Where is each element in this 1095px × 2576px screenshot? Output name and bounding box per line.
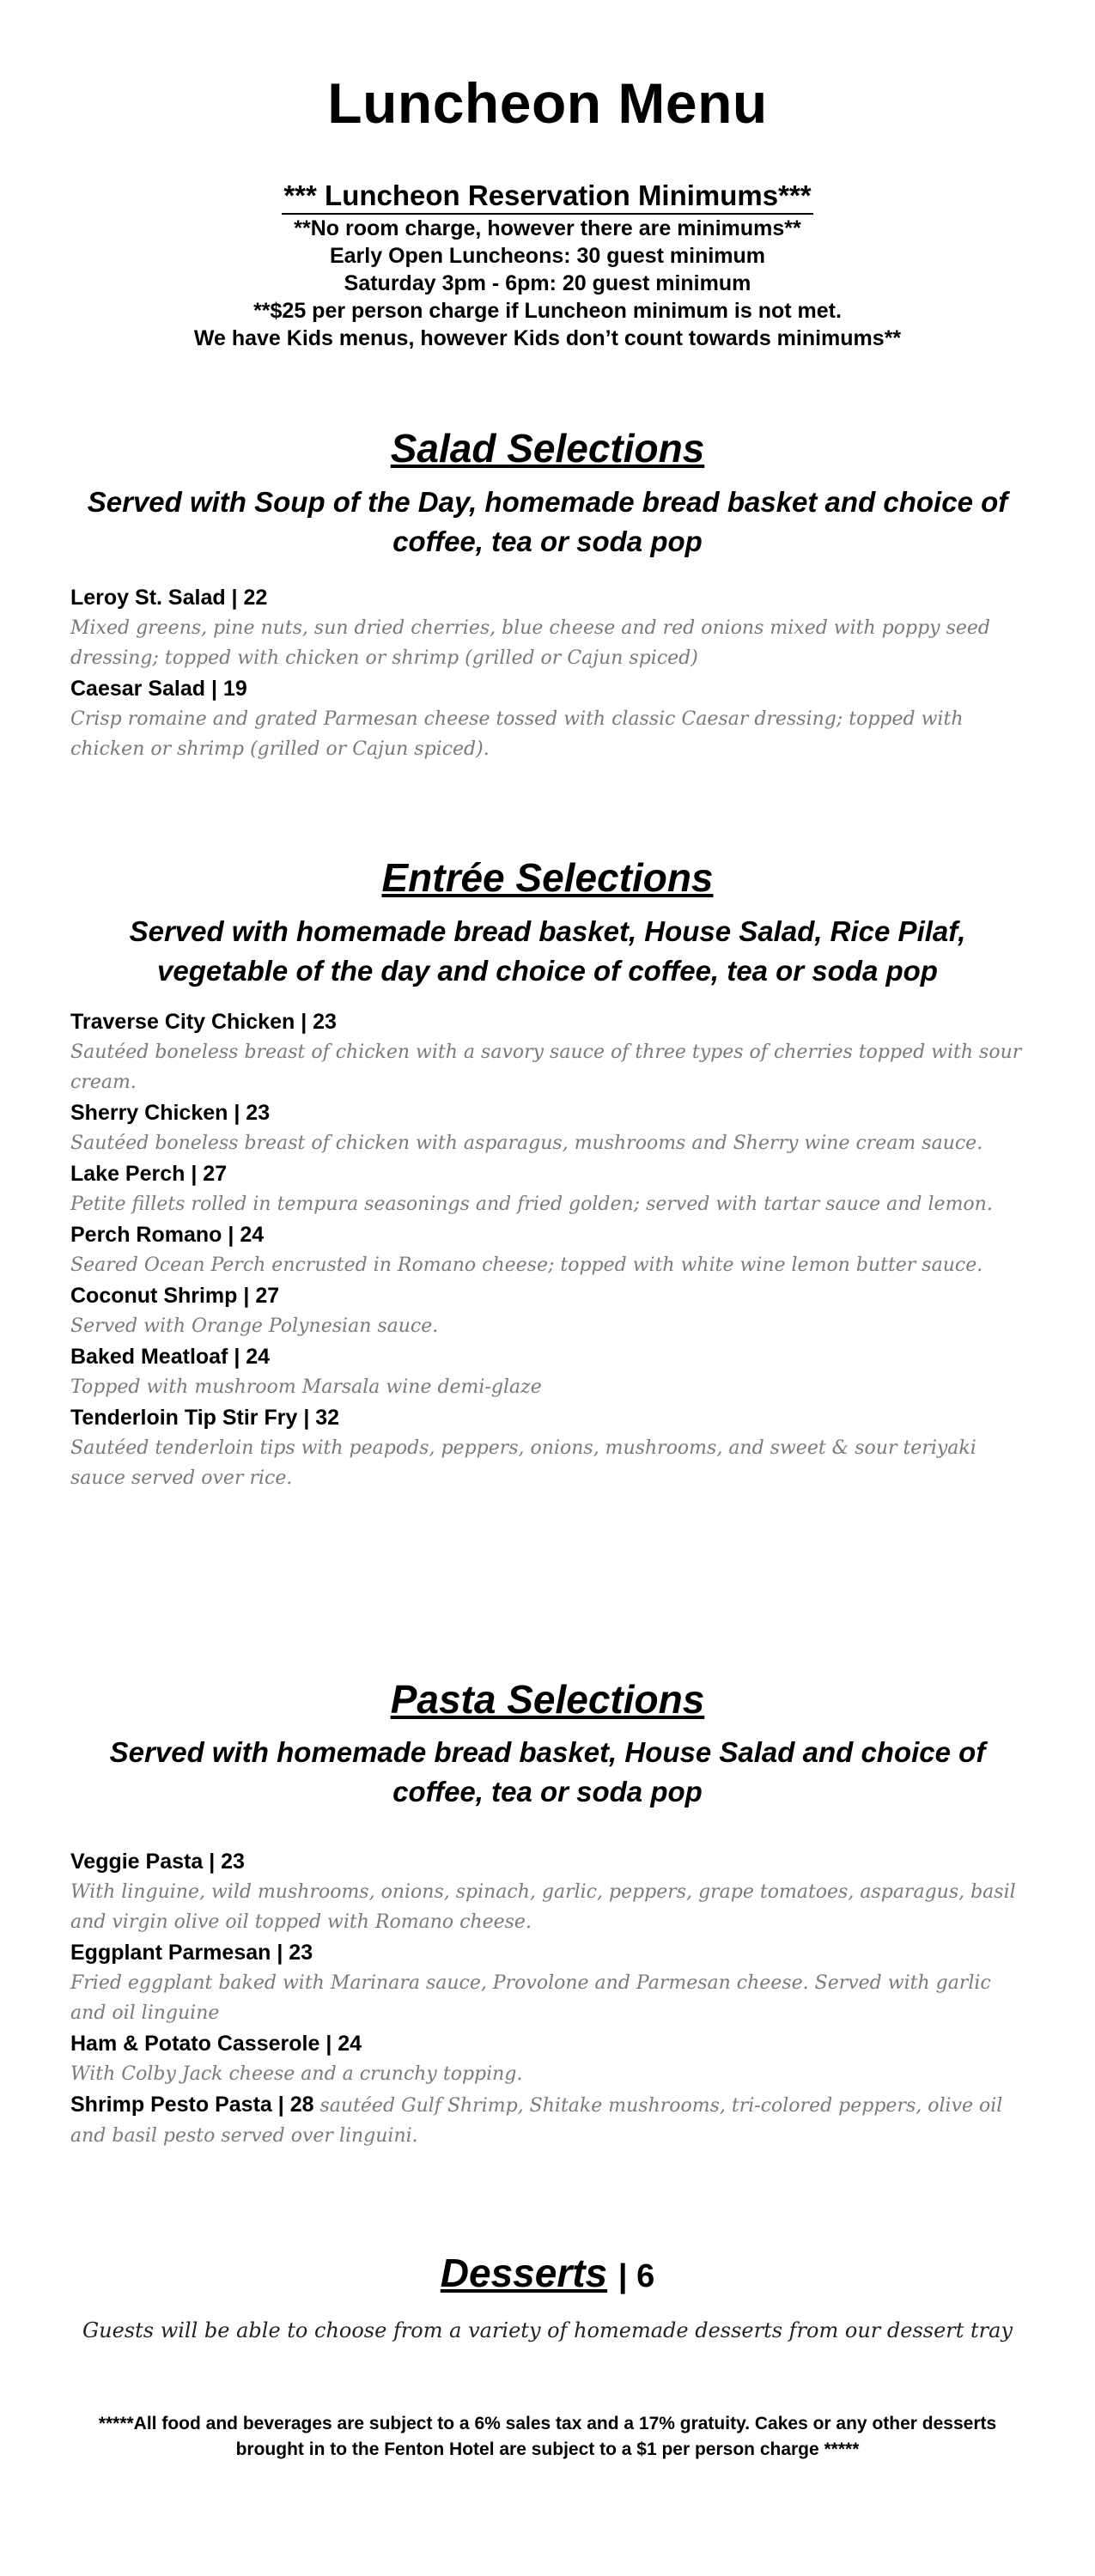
desserts-description: Guests will be able to choose from a variety of homemade desserts from our dessert tray — [82, 2318, 1013, 2342]
reservation-line: **$25 per person charge if Luncheon minimum is not met. — [253, 299, 842, 323]
reservation-minimums — [0, 179, 1095, 352]
menu-item-name: Veggie Pasta | 23 — [70, 1850, 245, 1874]
menu-item-description: Crisp romaine and grated Parmesan cheese tossed with classic Caesar dressing; topped with chicken or shrimp (grilled or Cajun spiced). — [70, 708, 964, 760]
reservation-line: **No room charge, however there are minimums** — [294, 216, 801, 240]
menu-item-description: Seared Ocean Perch encrusted in Romano cheese; topped with white wine lemon butter sauce. — [70, 1255, 983, 1276]
pasta-section-subtitle: Served with homemade bread basket, House Salad and choice of coffee, tea or soda pop — [109, 1736, 986, 1807]
menu-item-name: Eggplant Parmesan | 23 — [70, 1941, 313, 1965]
salad-items — [70, 582, 1032, 764]
desserts-section-title — [0, 2250, 1095, 2296]
menu-item — [70, 673, 1032, 764]
reservation-header: *** Luncheon Reservation Minimums*** — [282, 179, 812, 215]
menu-item-description: Sautéed boneless breast of chicken with asparagus, mushrooms and Sherry wine cream sauce. — [70, 1133, 983, 1154]
menu-item — [70, 582, 1032, 673]
entree-section-title: Entrée Selections — [381, 855, 714, 900]
menu-item-description: With linguine, wild mushrooms, onions, spinach, garlic, peppers, grape tomatoes, asparagus, basil and virgin olive oil topped with Romano cheese. — [70, 1881, 1016, 1933]
menu-item-description: Mixed greens, pine nuts, sun dried cherries, blue cheese and red onions mixed with poppy seed dressing; topped with chicken or shrimp (grilled or Cajun spiced) — [70, 617, 990, 669]
reservation-line: We have Kids menus, however Kids don’t count towards minimums** — [193, 326, 902, 350]
menu-item-name: Coconut Shrimp | 27 — [70, 1284, 280, 1308]
menu-item-name: Ham & Potato Casserole | 24 — [70, 2032, 362, 2056]
menu-item-description: Fried eggplant baked with Marinara sauce, Provolone and Parmesan cheese. Served with garlic and oil linguine — [70, 1972, 991, 2024]
pasta-items — [70, 1846, 1032, 2151]
desserts-title: Desserts — [440, 2251, 608, 2295]
menu-item-name: Shrimp Pesto Pasta | 28 — [70, 2093, 314, 2117]
reservation-line: Early Open Luncheons: 30 guest minimum — [329, 244, 766, 268]
menu-item-name: Lake Perch | 27 — [70, 1162, 228, 1186]
salad-section-subtitle: Served with Soup of the Day, homemade bread basket and choice of coffee, tea or soda pop — [87, 486, 1008, 557]
menu-item — [70, 1219, 1032, 1280]
menu-item — [70, 2028, 1032, 2089]
reservation-line: Saturday 3pm - 6pm: 20 guest minimum — [344, 271, 751, 295]
menu-item-description: Topped with mushroom Marsala wine demi-glaze — [70, 1376, 542, 1398]
menu-item-inline — [70, 2089, 1032, 2151]
menu-item-name: Baked Meatloaf | 24 — [70, 1345, 271, 1369]
footer-note: *****All food and beverages are subject to a 6% sales tax and a 17% gratuity. Cakes or any other desserts brought in to the Fenton Hotel are subject to a $1 per person charge ***** — [98, 2414, 997, 2459]
salad-section-title: Salad Selections — [390, 426, 705, 471]
menu-item-description: Sautéed tenderloin tips with peapods, peppers, onions, mushrooms, and sweet & sour teriyaki sauce served over rice. — [70, 1437, 976, 1489]
menu-item-name: Sherry Chicken | 23 — [70, 1101, 271, 1125]
entree-section-subtitle: Served with homemade bread basket, House Salad, Rice Pilaf, vegetable of the day and choice of coffee, tea or soda pop — [129, 915, 966, 987]
menu-item-description: With Colby Jack cheese and a crunchy topping. — [70, 2063, 523, 2085]
menu-item-description: Served with Orange Polynesian sauce. — [70, 1315, 439, 1337]
menu-item — [70, 1097, 1032, 1158]
menu-item-name: Leroy St. Salad | 22 — [70, 586, 268, 610]
menu-item-name: Caesar Salad | 19 — [70, 677, 247, 701]
entree-items — [70, 1006, 1032, 1493]
menu-item-name: Perch Romano | 24 — [70, 1223, 265, 1247]
menu-item — [70, 1402, 1032, 1493]
menu-item — [70, 1006, 1032, 1097]
menu-item — [70, 1158, 1032, 1219]
menu-item-description: Sautéed boneless breast of chicken with a savory sauce of three types of cherries topped with sour cream. — [70, 1042, 1022, 1093]
menu-item-name: Traverse City Chicken | 23 — [70, 1010, 337, 1034]
menu-item — [70, 1341, 1032, 1402]
pasta-section-title: Pasta Selections — [390, 1677, 705, 1722]
menu-item — [70, 1846, 1032, 1937]
menu-item — [70, 1280, 1032, 1341]
menu-item-name: Tenderloin Tip Stir Fry | 32 — [70, 1406, 340, 1430]
menu-item — [70, 2089, 1032, 2151]
desserts-price: | 6 — [617, 2258, 655, 2294]
menu-item — [70, 1937, 1032, 2028]
menu-item-description: Petite fillets rolled in tempura seasonings and fried golden; served with tartar sauce and lemon. — [70, 1194, 993, 1215]
page-title: Luncheon Menu — [327, 71, 768, 135]
menu-item-description: sautéed Gulf Shrimp, Shitake mushrooms, tri-colored peppers, olive oil and basil pesto served over linguini. — [70, 2095, 1003, 2147]
